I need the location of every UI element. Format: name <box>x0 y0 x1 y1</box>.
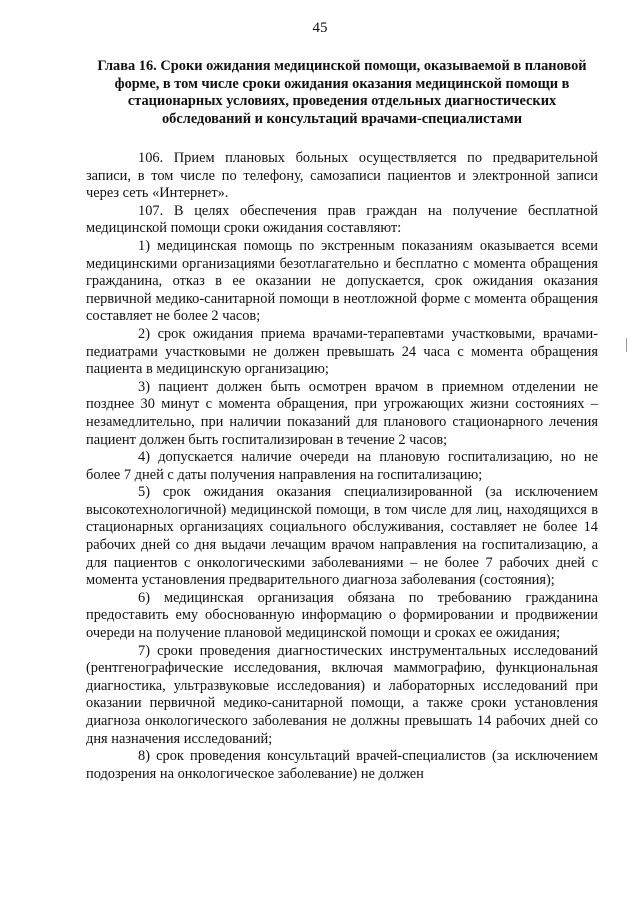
list-item-4: 4) допускается наличие очереди на плановую госпитализацию, но не более 7 дней с даты получения направления на госпитализацию; <box>86 449 598 483</box>
list-item-8: 8) срок проведения консультаций врачей-специалистов (за исключением подозрения на онкологическое заболевание) не должен <box>86 748 598 782</box>
list-item-5: 5) срок ожидания оказания специализированной (за исключением высокотехнологичной) медицинской помощи, в том числе для лиц, находящихся в стационарных организациях социального обслуживания, составляет не более 14 рабочих дней со дня выдачи лечащим врачом направления на госпитализацию, а для пациентов с онкологическими заболеваниями – не более 7 рабочих дней с момента установления предварительного диагноза заболевания (состояния); <box>86 484 598 589</box>
document-body <box>86 150 598 783</box>
list-item-2: 2) срок ожидания приема врачами-терапевтами участковыми, врачами-педиатрами участковыми не должен превышать 24 часа с момента обращения пациента в медицинскую организацию; <box>86 325 598 378</box>
chapter-title: Глава 16. Сроки ожидания медицинской помощи, оказываемой в плановой форме, в том числе сроки ожидания оказания медицинской помощи в стационарных условиях, проведения отдельных диагностических обследований и консультаций врачами-специалистами <box>97 58 587 127</box>
list-item-7: 7) сроки проведения диагностических инструментальных исследований (рентгенографические исследования, включая маммографию, функциональная диагностика, ультразвуковые исследования) и лабораторных исследований при оказании первичной медико-санитарной помощи, а также сроки установления диагноза онкологического заболевания не должны превышать 14 рабочих дней со дня назначения исследований; <box>86 642 598 747</box>
list-item-6: 6) медицинская организация обязана по требованию гражданина предоставить ему обоснованную информацию о формировании и продвижении очереди на получение плановой медицинской помощи и сроках ее ожидания; <box>86 589 598 642</box>
list-item-1: 1) медицинская помощь по экстренным показаниям оказывается всеми медицинскими организациями безотлагательно и бесплатно с момента обращения гражданина, отказ в ее оказании не допускается, срок ожидания оказания первичной медико-санитарной помощи в неотложной форме с момента обращения составляет не более 2 часов; <box>86 237 598 325</box>
scan-artifact-line <box>626 338 627 352</box>
paragraph-107: 107. В целях обеспечения прав граждан на получение бесплатной медицинской помощи сроки ожидания составляют: <box>86 202 598 237</box>
page-number: 45 <box>312 20 328 36</box>
list-item-3: 3) пациент должен быть осмотрен врачом в приемном отделении не позднее 30 минут с момента обращения, при угрожающих жизни состояниях – незамедлительно, при наличии показаний для планового стационарного лечения пациент должен быть госпитализирован в течение 2 часов; <box>86 378 598 448</box>
paragraph-106: 106. Прием плановых больных осуществляется по предварительной записи, в том числе по телефону, самозаписи пациентов и электронной записи через сеть «Интернет». <box>86 150 598 202</box>
